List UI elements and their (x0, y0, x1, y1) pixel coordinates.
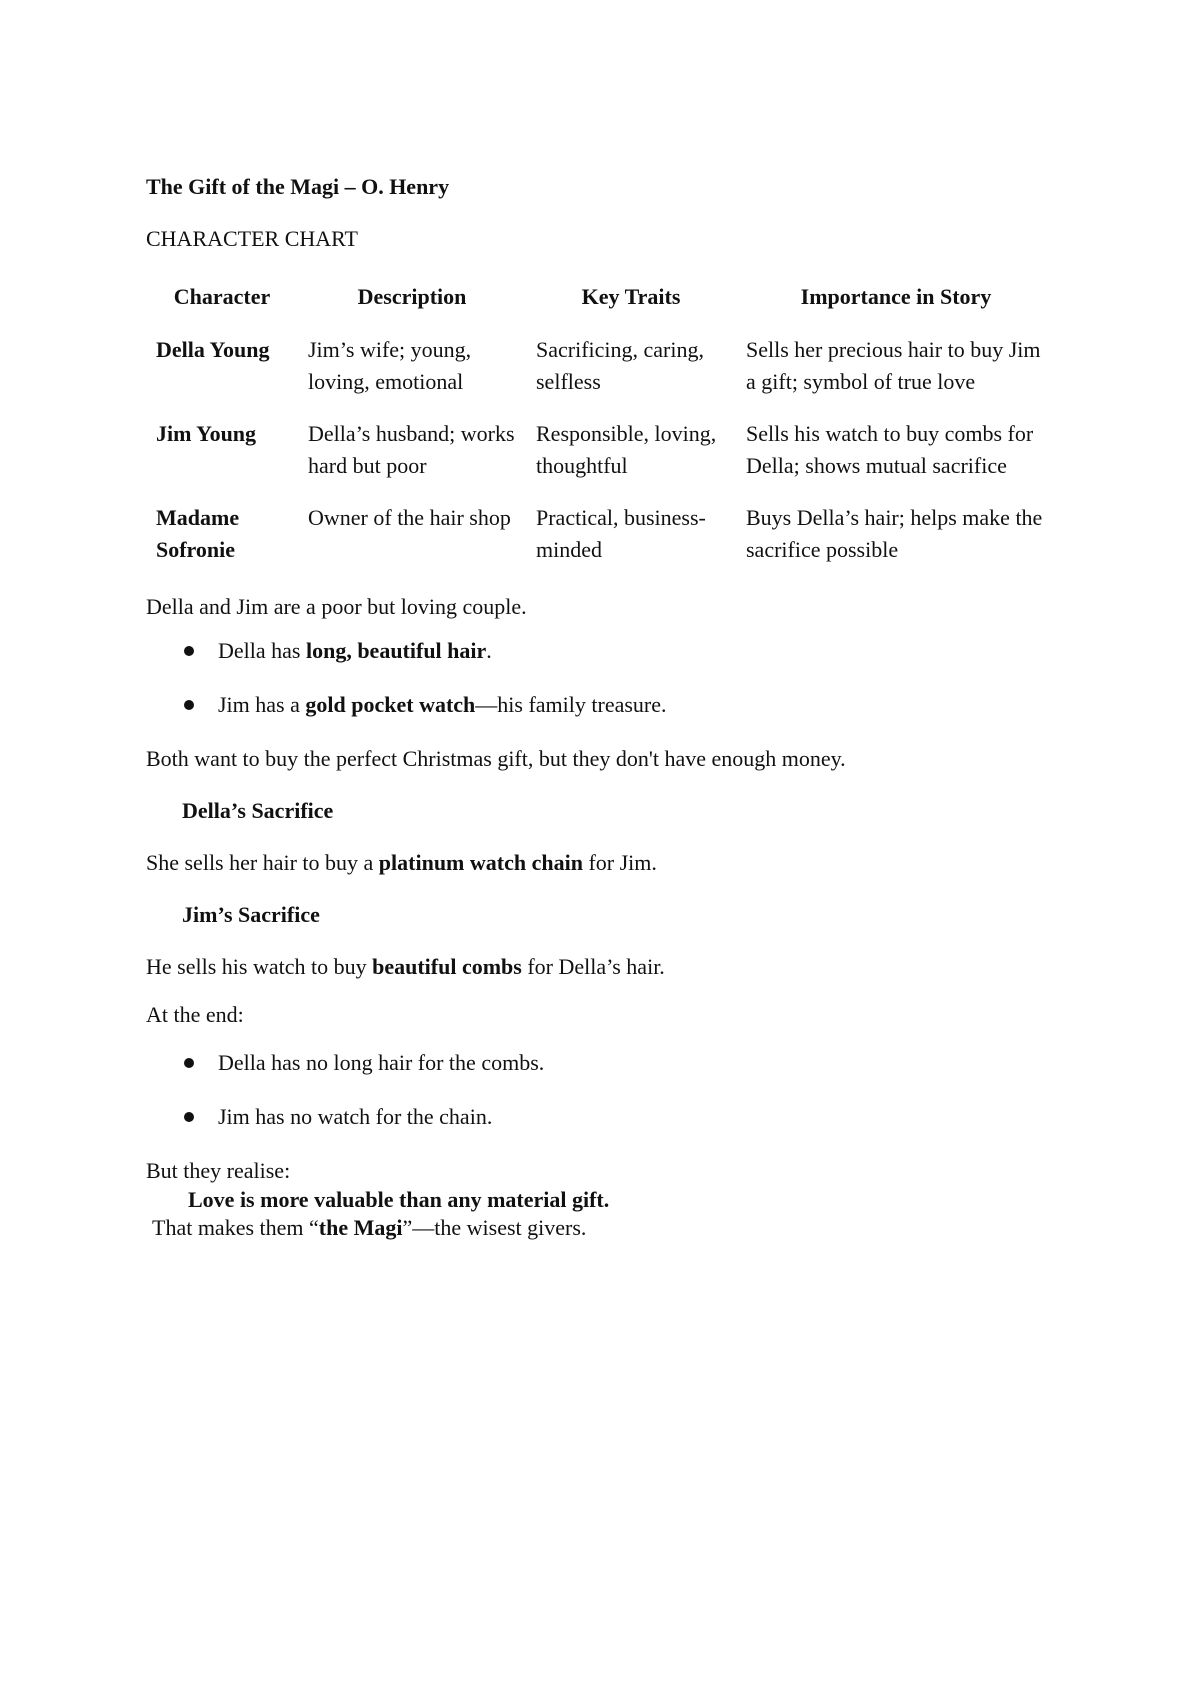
cell-character: Madame Sofronie (156, 505, 240, 562)
cell-traits: Responsible, loving, thoughtful (536, 421, 717, 478)
jim-sacrifice-text: He sells his watch to buy beautiful combs for Della’s hair. (146, 954, 665, 979)
character-chart-table (146, 282, 1056, 586)
list-item: Jim has no watch for the chain. (182, 1102, 1066, 1132)
table-row (146, 502, 1056, 586)
header-key-traits: Key Traits (581, 284, 681, 309)
table-row (146, 334, 1056, 418)
table-header-row (146, 282, 1056, 334)
header-description: Description (357, 284, 467, 309)
traits-list (146, 636, 1066, 720)
header-character: Character (173, 284, 271, 309)
chart-heading: CHARACTER CHART (146, 226, 358, 251)
bullet-icon (184, 1058, 194, 1068)
cell-traits: Practical, business-minded (536, 505, 706, 562)
list-item: Jim has a gold pocket watch—his family treasure. (182, 690, 1066, 720)
magi-line: That makes them “the Magi”—the wisest givers. (152, 1215, 587, 1240)
cell-character: Jim Young (156, 421, 257, 446)
ending-list (146, 1048, 1066, 1132)
cell-importance: Sells her precious hair to buy Jim a gift; symbol of true love (746, 337, 1041, 394)
cell-description: Owner of the hair shop (308, 505, 511, 530)
cell-importance: Sells his watch to buy combs for Della; shows mutual sacrifice (746, 421, 1034, 478)
bullet-icon (184, 646, 194, 656)
cell-character: Della Young (156, 337, 270, 362)
header-importance: Importance in Story (800, 284, 992, 309)
document-page (146, 172, 1066, 1242)
cell-importance: Buys Della’s hair; helps make the sacrifice possible (746, 505, 1043, 562)
list-item: Della has long, beautiful hair. (182, 636, 1066, 666)
at-end-paragraph: At the end: (146, 1002, 244, 1027)
table-row (146, 418, 1056, 502)
realise-paragraph: But they realise: (146, 1158, 291, 1183)
cell-description: Della’s husband; works hard but poor (308, 421, 515, 478)
intro-paragraph: Della and Jim are a poor but loving couple. (146, 594, 527, 619)
document-title: The Gift of the Magi – O. Henry (146, 174, 450, 199)
della-sacrifice-heading: Della’s Sacrifice (182, 798, 334, 823)
bullet-icon (184, 1112, 194, 1122)
cell-traits: Sacrificing, caring, selfless (536, 337, 704, 394)
list-item: Della has no long hair for the combs. (182, 1048, 1066, 1078)
bullet-icon (184, 700, 194, 710)
cell-description: Jim’s wife; young, loving, emotional (308, 337, 472, 394)
both-want-paragraph: Both want to buy the perfect Christmas gift, but they don't have enough money. (146, 746, 846, 771)
jim-sacrifice-heading: Jim’s Sacrifice (182, 902, 320, 927)
love-line: Love is more valuable than any material gift. (188, 1187, 610, 1212)
della-sacrifice-text: She sells her hair to buy a platinum watch chain for Jim. (146, 850, 657, 875)
